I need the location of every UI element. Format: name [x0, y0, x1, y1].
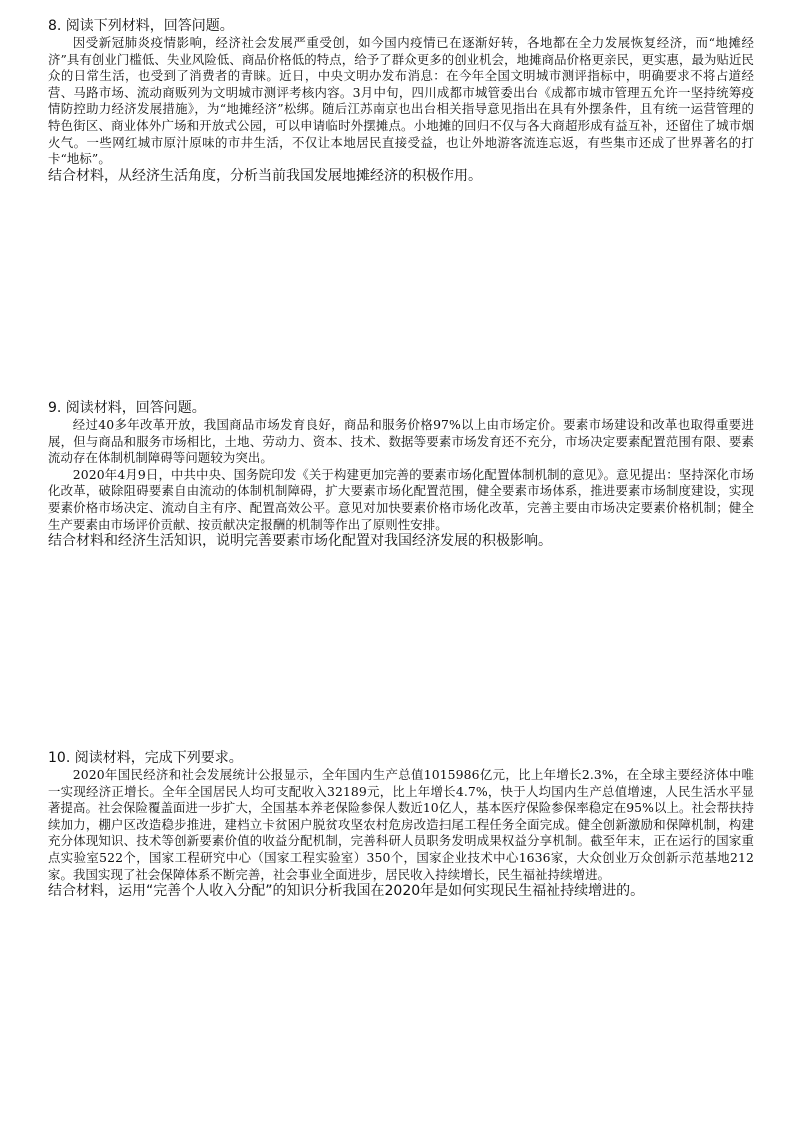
question-8: [48, 18, 754, 185]
question-10-title: 10. 阅读材料，完成下列要求。: [48, 750, 243, 766]
question-8-title: 8. 阅读下列材料，回答问题。: [48, 18, 234, 34]
question-9-title: 9. 阅读材料，回答问题。: [48, 400, 206, 416]
question-10-material: 2020年国民经济和社会发展统计公报显示，全年国内生产总值1015986亿元，比上年增长2.3%，在全球主要经济体中唯一实现经济正增长。全年全国居民人均可支配收入32189元，比上年增长4.7%，快于人均国内生产总值增速，人民生活水平显著提高。社会保险覆盖面进一步扩大，全国基本养老保险参保人数近10亿人，基本医疗保险参保率稳定在95%以上。社会帮扶持续加力，棚户区改造稳步推进，建档立卡贫困户脱贫攻坚农村危房改造扫尾工程任务全面完成。健全创新激励和保障机制，构建充分体现知识、技术等创新要素价值的收益分配机制，完善科研人员职务发明成果权益分享机制。截至年末，正在运行的国家重点实验室522个，国家工程研究中心（国家工程实验室）350个，国家企业技术中心1636家，大众创业万众创新示范基地212家。我国实现了社会保障体系不断完善，社会事业全面进步，居民收入持续增长，民生福祉持续增进。: [48, 767, 754, 882]
question-8-prompt: 结合材料，从经济生活角度，分析当前我国发展地摊经济的积极作用。: [48, 167, 482, 184]
question-9-material-1: 经过40多年改革开放，我国商品市场发育良好，商品和服务价格97%以上由市场定价。要素市场建设和改革也取得重要进展，但与商品和服务市场相比，土地、劳动力、资本、技术、数据等要素市场发育还不充分，市场决定要素配置范围有限、要素流动存在体制机制障碍等问题较为突出。: [48, 417, 754, 466]
question-9: [48, 400, 754, 550]
question-10: [48, 750, 754, 900]
question-10-prompt: 结合材料，运用“完善个人收入分配”的知识分析我国在2020年是如何实现民生福祉持续增进的。: [48, 883, 645, 900]
question-9-prompt: 结合材料和经济生活知识，说明完善要素市场化配置对我国经济发展的积极影响。: [48, 533, 552, 550]
question-9-material-2: 2020年4月9日，中共中央、国务院印发《关于构建更加完善的要素市场化配置体制机制的意见》。意见提出：坚持深化市场化改革，破除阻碍要素自由流动的体制机制障碍，扩大要素市场化配置范围，健全要素市场体系，推进要素市场制度建设，实现要素价格市场决定、流动自主有序、配置高效公平。意见对加快要素价格市场化改革，完善主要由市场决定要素价格机制；健全生产要素由市场评价贡献、按贡献决定报酬的机制等作出了原则性安排。: [48, 466, 754, 532]
question-8-material: 因受新冠肺炎疫情影响，经济社会发展严重受创，如今国内疫情已在逐渐好转，各地都在全力发展恢复经济，而“地摊经济”具有创业门槛低、失业风险低、商品价格低的特点，给予了群众更多的创业机会，地摊商品价格更亲民，更实惠，最为贴近民众的日常生活，也受到了消费者的青睐。近日，中央文明办发布消息：在今年全国文明城市测评指标中，明确要求不将占道经营、马路市场、流动商贩列为文明城市测评考核内容。3月中旬，四川成都市城管委出台《成都市城市管理五允许一坚持统筹疫情防控助力经济发展措施》，为“地摊经济”松绑。随后江苏南京也出台相关指导意见指出在具有外摆条件，且有统一运营管理的特色街区、商业体外广场和开放式公园，可以申请临时外摆摊点。小地摊的回归不仅与各大商超形成有益互补，还留住了城市烟火气。一些网红城市原汁原味的市井生活，不仅让本地居民直接受益，也让外地游客流连忘返，有些集市还成了世界著名的打卡“地标”。: [48, 35, 754, 167]
